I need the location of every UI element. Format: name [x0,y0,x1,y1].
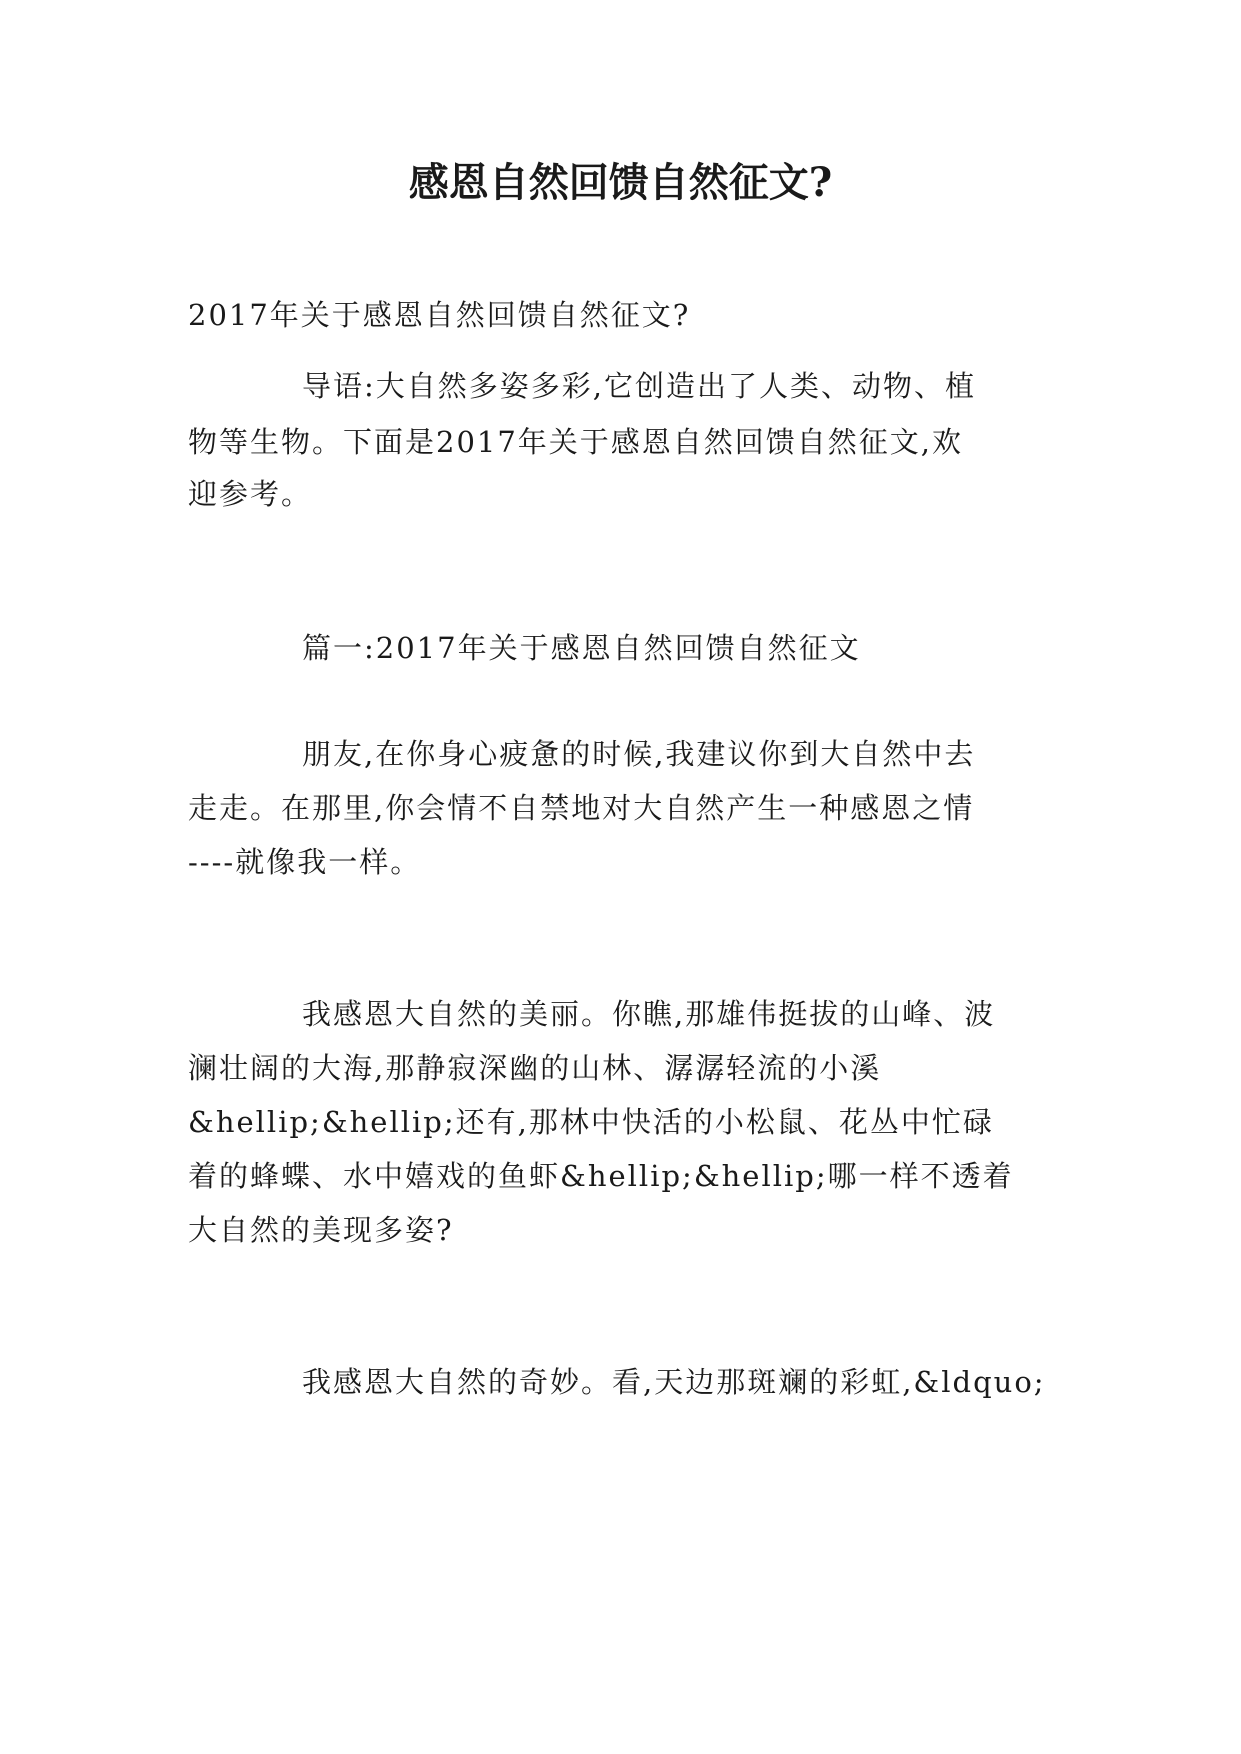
paragraph3-line-1: 我感恩大自然的奇妙。看,天边那斑斓的彩虹,&ldquo; [302,1365,1046,1399]
intro-line-1: 导语:大自然多姿多彩,它创造出了人类、动物、植 [302,369,976,403]
paragraph1-line-2: 走走。在那里,你会情不自禁地对大自然产生一种感恩之情 [188,791,975,825]
paragraph2-line-5: 大自然的美现多姿? [188,1213,454,1247]
document-title: 感恩自然回馈自然征文? [408,159,833,206]
paragraph2-line-4: 着的蜂蝶、水中嬉戏的鱼虾&hellip;&hellip;哪一样不透着 [188,1159,1014,1193]
section-heading: 篇一:2017年关于感恩自然回馈自然征文 [302,631,861,665]
paragraph2-line-2: 澜壮阔的大海,那静寂深幽的山林、潺潺轻流的小溪 [188,1051,882,1085]
paragraph1-line-1: 朋友,在你身心疲惫的时候,我建议你到大自然中去 [302,737,976,771]
paragraph2-line-3: &hellip;&hellip;还有,那林中快活的小松鼠、花丛中忙碌 [188,1105,994,1139]
paragraph2-line-1: 我感恩大自然的美丽。你瞧,那雄伟挺拔的山峰、波 [302,997,996,1031]
document-subtitle: 2017年关于感恩自然回馈自然征文? [188,298,691,332]
intro-line-3: 迎参考。 [188,477,313,511]
intro-line-2: 物等生物。下面是2017年关于感恩自然回馈自然征文,欢 [188,425,964,459]
paragraph1-line-3: ----就像我一样。 [188,845,422,879]
